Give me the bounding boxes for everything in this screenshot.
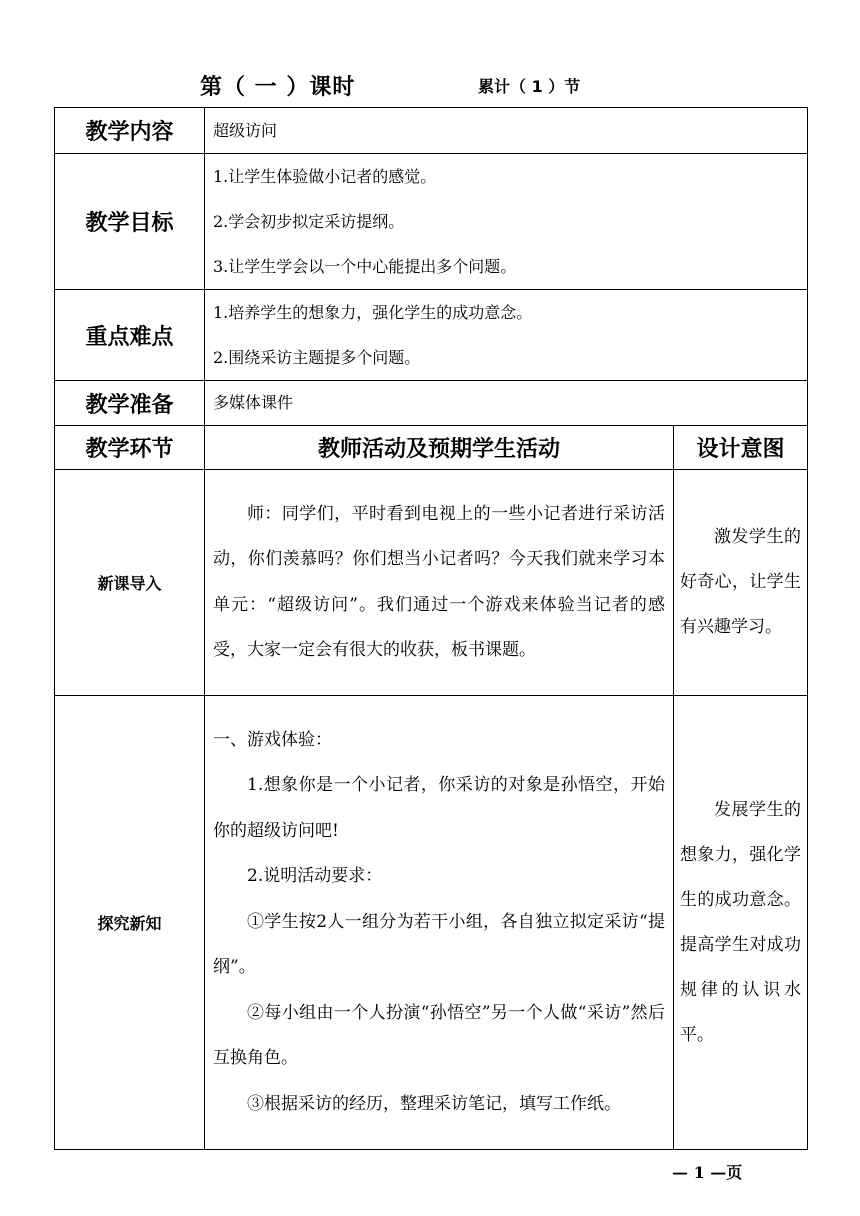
intent-explore: 发展学生的想象力，强化学生的成功意念。提高学生对成功规律的认识水平。 <box>674 696 808 1150</box>
row-preparation <box>55 381 808 426</box>
col-head-stage: 教学环节 <box>55 426 205 470</box>
label-teaching-content: 教学内容 <box>55 108 205 154</box>
label-key-points: 重点难点 <box>55 290 205 381</box>
activity-line: 1.想象你是一个小记者，你采访的对象是孙悟空，开始你的超级访问吧! <box>213 775 665 841</box>
key-point-item: 2.围绕采访主题提多个问题。 <box>213 348 421 367</box>
objective-item: 2.学会初步拟定采访提纲。 <box>213 212 405 231</box>
label-objectives: 教学目标 <box>55 154 205 290</box>
stage-explore: 探究新知 <box>55 696 205 1150</box>
activity-line: ③根据采访的经历，整理采访笔记，填写工作纸。 <box>247 1093 621 1114</box>
activity-explore <box>205 696 674 1150</box>
objective-item: 1.让学生体验做小记者的感觉。 <box>213 167 437 186</box>
page-number: — 1 —页 <box>672 1163 743 1182</box>
label-preparation: 教学准备 <box>55 381 205 426</box>
intent-intro: 激发学生的好奇心，让学生有兴趣学习。 <box>674 470 808 696</box>
activity-line: 2.说明活动要求： <box>247 866 383 887</box>
page-header <box>0 70 860 102</box>
col-head-activity: 教师活动及预期学生活动 <box>205 426 674 470</box>
row-key-points <box>55 290 808 381</box>
row-intro <box>55 470 808 696</box>
row-teaching-content <box>55 108 808 154</box>
activity-line: 一、游戏体验： <box>213 729 332 750</box>
key-point-item: 1.培养学生的想象力，强化学生的成功意念。 <box>213 303 533 322</box>
row-explore <box>55 696 808 1150</box>
value-teaching-content: 超级访问 <box>205 108 808 154</box>
lesson-plan-table <box>54 107 808 1150</box>
activity-line: ②每小组由一个人扮演“孙悟空”另一个人做“采访”然后互换角色。 <box>213 1002 665 1069</box>
value-key-points <box>205 290 808 381</box>
stage-intro: 新课导入 <box>55 470 205 696</box>
objective-item: 3.让学生学会以一个中心能提出多个问题。 <box>213 257 517 276</box>
activity-intro: 师：同学们，平时看到电视上的一些小记者进行采访活动，你们羡慕吗？你们想当小记者吗？今天我们就来学习本单元：“超级访问”。我们通过一个游戏来体验当记者的感受，大家一定会有很大的收获，板书课题。 <box>205 470 674 696</box>
value-preparation: 多媒体课件 <box>205 381 808 426</box>
col-head-intent: 设计意图 <box>674 426 808 470</box>
lesson-number: 第（ 一 ）课时 <box>200 75 356 100</box>
activity-line: ①学生按2人一组分为若干小组，各自独立拟定采访“提纲”。 <box>213 911 665 978</box>
table-header-row <box>55 426 808 470</box>
cumulative-count: 累计（ 1 ）节 <box>478 77 581 96</box>
value-objectives <box>205 154 808 290</box>
row-objectives <box>55 154 808 290</box>
